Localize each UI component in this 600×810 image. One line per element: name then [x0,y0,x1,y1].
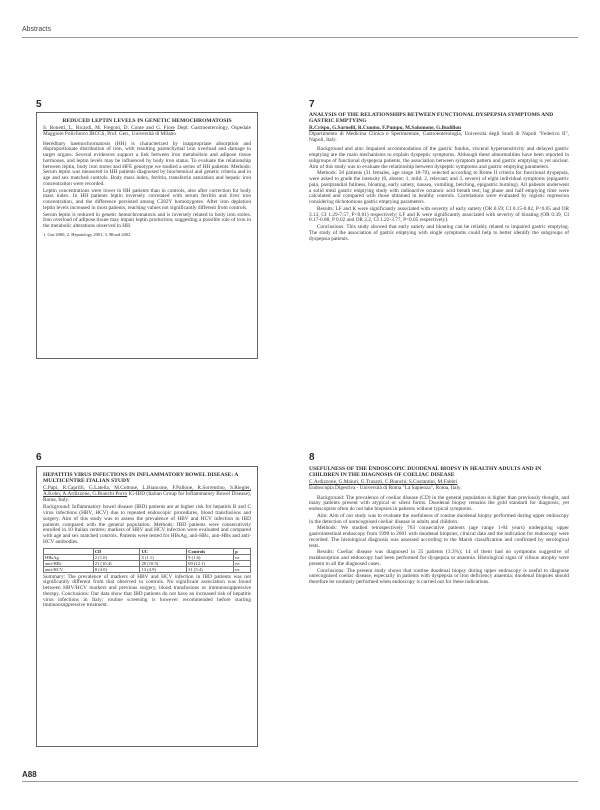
conclusions-8: Conclusions: The present study shows that routine duodenal biopsy during upper endoscopy is useful to diagnose unrecognised coeliac disease, especially in patients with dyspepsia or iron deficiency anaemia; duodenal biopsies should therefore be routinely performed when endoscopy is carried out for these indications. [309,567,569,586]
conclusions-7: Conclusions: This study showed that early satiety and bloating can be reliably related to impaired gastric emptying. The study of the association of gastric emptying with single symptoms could help to better identify the subgroups of dyspepsia patients. [309,224,569,242]
table-header: p [234,548,251,554]
background-7: Background and aim: Impaired accommodation of the gastric fundus, visceral hypersensitivity and delayed gastric emptying are the main mechanisms to explain dyspeptic symptoms. Although these abnormalities have been reported in subgroups of functional dyspepsia patients, the association between symptom pattern and gastric emptying is yet unclear. Aim of this study was to evaluate the relationship between dyspeptic symptoms and gastric emptying parameters. [309,146,569,170]
authors-5: S. Bonetti, L. Ricardi, M. Fregoni, D. Conte and G. Fiore [43,125,175,131]
background-5: Hereditary haemochromatosis (HH) is characterized by inappropriate absorption and disproportionate distribution of iron, with resulting parenchymal iron overload and damage to target organs. Several evidences support a link between iron metabolism and adipose tissue hormones, and leptin levels may be influenced by body iron status. To evaluate the relationship between leptin, body iron stores and HFE genotype we studied a series of HH patients. Methods: Serum leptin was measured in HH patients diagnosed by biochemical and genetic criteria and in age and sex matched controls. Body mass index, ferritin, transferrin saturation and hepatic iron concentration were recorded. [43,140,251,187]
authors-6: C.Papi, R.Caprilli, G.Latella, M.Cottone, L.Biancone, F.Pallone, R.Sorrentino, S.Riegler, A.Kohn, A.Ardizzone, G.Bianchi Porro [43,485,251,497]
table-header: UC [140,548,187,554]
header-rule [22,37,578,38]
table-cell: anti-HCV [44,566,94,572]
table-row [44,566,251,572]
abstract-title-8: USEFULNESS OF THE ENDOSCOPIC DUODENAL BIOPSY IN HEALTHY ADULTS AND IN CHILDREN IN THE DIAGNOSIS OF COELIAC DISEASE [309,466,542,478]
table-cell: 13 (4.9) [140,566,187,572]
abstract-number-8: 8 [309,452,315,463]
abstract-number-5: 5 [36,99,42,110]
table-cell: 8 (4.0) [93,566,140,572]
methods-7: Methods: 58 patients (31 females, age range 18-70), selected according to Rome II criteria for functional dyspepsia, were asked to grade the intensity (0, absent; 1, mild; 2, relevant; and 3, severe) of eight individual symptoms (epigastric pain, postprandial fullness, bloating, early satiety, nausea, vomiting, belching, epigastric burning). All patients underwent a solid meal gastric emptying study with radioactive octanoic acid breath test; lag phase and half emptying time were calculated and compared with those obtained in healthy controls. Correlations were evaluated by logistic regression considering dichotomous gastric emptying parameters. [309,170,569,206]
table-cell: 21 (10.4) [93,560,140,566]
table-header: CD [93,548,140,554]
page-number: A88 [22,770,37,779]
table-cell: 2 (1.0) [93,554,140,560]
results-7: Results: LF and K were significantly associated with severity of early satiety (OR 0.59; CI 0.15-0.82, P<0.05 and OR 3.13, CI 1.29-7.57, P<0.01) respectively; LF and K were significantly associated with severity of bloating (OR 0.39, CI 0.17-0.88, P 0.02 and OR 2.2, CI 1.22-3.77, P<0.05 respectively). [309,205,569,224]
table-cell: HBsAg [44,554,94,560]
abstract-title-5: REDUCED LEPTIN LEVELS IN GENETIC HEMOCHROMATOSIS [62,118,232,124]
summary-6: Summary: The prevalence of markers of HBV and HCV infection in IBD patients was not significantly different from that observed in controls. No significant association was found between HBV/HCV markers and previous surgery, blood transfusions or immunosuppressive therapy. Conclusions: Our data show that IBD patients do not have an increased risk of hepatitis virus infections in Italy; routine screening is however recommended before starting immunosuppressive treatment. [43,573,251,609]
table-cell: 28 (10.5) [140,560,187,566]
running-title: Abstracts [22,26,52,33]
affiliation-6: IG-IBD (Italian Group for Inflammatory Bowel Disease), Roma, Italy. [43,490,251,503]
table-header: Controls [187,548,234,554]
abstract-authors-5 [43,126,251,138]
authors-7: R.Crispo, G.Sarnelli, R.Cuomo, F.Pumpo, M.Salomone, G.Budillon [309,125,461,131]
abstract-authors-8 [309,480,569,492]
abstract-title-7: ANALYSIS OF THE RELATIONSHIPS BETWEEN FUNCTIONAL DYSPEPSIA SYMPTOMS AND GASTRIC EMPTYING [309,112,554,124]
table-cell: ns [234,560,251,566]
footnote-5: 1. Gut 2000; 2. Hepatology 2001; 3. Blood 2002 [43,231,131,237]
affiliation-7: Dipartimento di Medicina Clinica e Sperimentale, Gastroenterologia, Università degli Studi di Napoli "Federico II", Napoli, Italy. [309,130,569,143]
abstract-authors-7 [309,126,569,143]
footer-rule [22,781,578,782]
table-cell: 9 (1.6) [187,554,234,560]
affiliation-8: Endoscopia Digestiva - Università di Roma "La Sapienza", Roma, Italy. [309,484,462,491]
abstract-title-6: HEPATITIS VIRUS INFECTIONS IN INFLAMMATORY BOWEL DISEASE: A MULTICENTRE ITALIAN STUDY [43,472,239,484]
abstract-authors-6 [43,486,251,503]
table-cell: ns [234,566,251,572]
table-cell: anti-HBc [44,560,94,566]
abstract-number-6: 6 [36,452,42,463]
abstract-number-7: 7 [309,99,315,110]
abstract-box-5 [36,112,258,359]
abstract-body-7 [309,112,569,362]
table-cell: ns [234,554,251,560]
affiliation-5: Dept. Gastroenterology, Ospedale Maggiore Policlinico IRCCS, Prof. Gen., Università di Milano [43,125,251,137]
table-cell: 3 (1.1) [140,554,187,560]
abstract-body-6 [43,472,251,743]
table-cell: 69 (12.1) [187,560,234,566]
background-6: Background: Inflammatory bowel disease (IBD) patients are at higher risk for hepatitis B and C virus infections (HBV, HCV) due to repeated endoscopic procedures, blood transfusions and surgery. Aim of this study was to assess the prevalence of HBV and HCV infection in IBD patients compared with the general population. Methods: IBD patients were consecutively enrolled in 10 Italian centres; markers of HBV and HCV infection were evaluated and compared with age and sex matched controls. Patients were tested for HBsAg, anti-HBc, anti-HBs and anti-HCV antibodies. [43,504,251,545]
background-8: Background: The prevalence of coeliac disease (CD) in the general population is higher than previously thought, and many patients present with atypical or silent forms. Duodenal biopsy remains the gold standard for diagnosis, yet endoscopists often do not take biopsies in patients without typical symptoms. [309,494,569,513]
results-5: Leptin concentrations were lower in HH patients than in controls, also after correction for body mass index. In HH patients leptin inversely correlated with serum ferritin and liver iron concentration, and the difference persisted among C282Y homozygotes. After iron depletion leptin levels increased in most patients, reaching values not significantly different from controls. [43,187,251,211]
results-8: Results: Coeliac disease was diagnosed in 25 patients (3.3%); 14 of them had no symptoms suggestive of malabsorption and endoscopy had been performed for dyspepsia or anaemia. Histological signs of villous atrophy were present in all the diagnosed cases. [309,549,569,567]
table-cell: 31 (5.4) [187,566,234,572]
abstract-body-8 [309,466,569,747]
methods-8: Methods: We studied retrospectively 763 consecutive patients (age range 1-84 years) undergoing upper gastrointestinal endoscopy from 1998 to 2001 with duodenal biopsies; clinical data and the indication for endoscopy were recorded. The histological diagnosis was assessed according to the Marsh classification and confirmed by serological tests. [309,525,569,549]
results-table-6 [43,548,251,573]
authors-8: C.Ardizzone, G.Maiuri, G.Trasarti, C.Bianchi, S.Costantini, M.Fabbri [309,479,458,485]
aim-8: Aim: Aim of our study was to evaluate the usefulness of routine duodenal biopsy performed during upper endoscopy in the detection of unrecognised coeliac disease in adults and children. [309,512,569,525]
conclusions-5: Serum leptin is reduced in genetic hemochromatosis and is inversely related to body iron stores. Iron overload of adipose tissue may impair leptin production, suggesting a possible role of iron in the metabolic alterations observed in HH. [43,211,251,230]
abstract-box-6 [36,466,258,747]
abstract-body-5 [43,118,251,355]
